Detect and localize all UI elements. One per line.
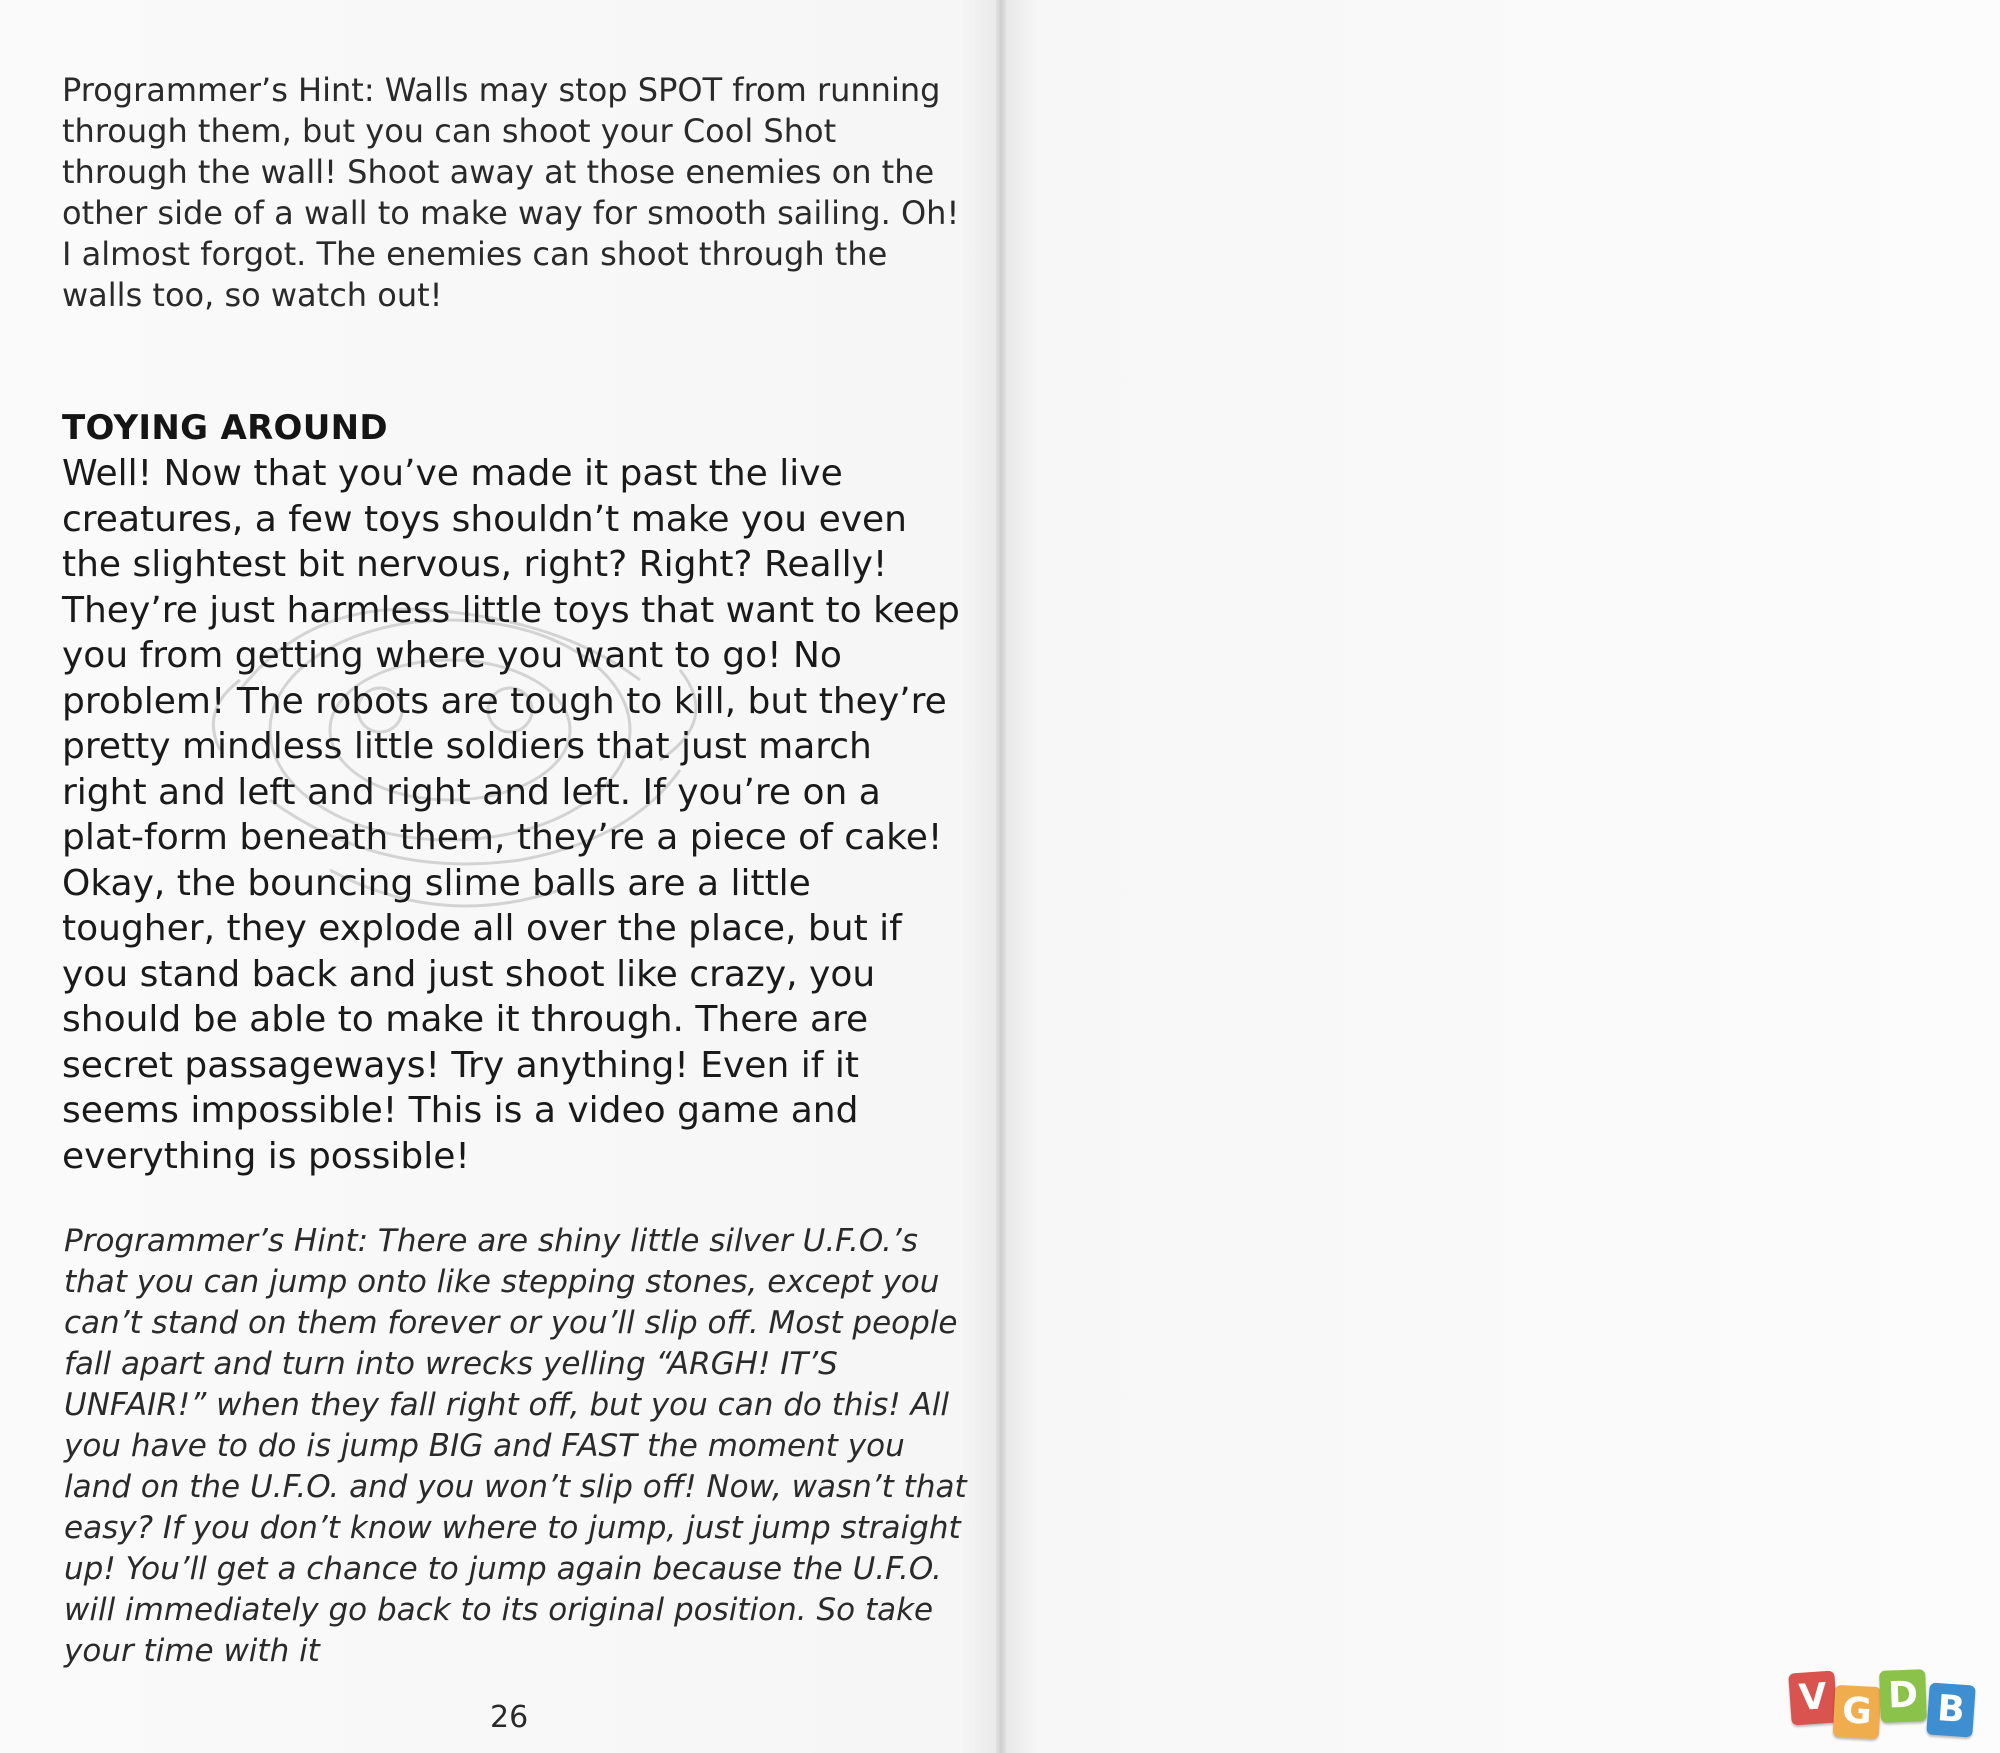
toying-around-heading: TOYING AROUND (62, 408, 388, 448)
page-number-left: 26 (490, 1700, 529, 1735)
logo-tile-b: B (1926, 1682, 1976, 1737)
hint-walls-text: Programmer’s Hint: Walls may stop SPOT from running through them, but you can shoot your Cool Shot through the wall! Shoot away at those enemies on the other side of a wall to make way for smooth sailing. Oh! I almost forgot. The enemies can shoot through the walls too, so watch out! (62, 71, 960, 314)
logo-tile-g: G (1833, 1685, 1882, 1739)
book-spine (996, 0, 1006, 1753)
toying-around-text: Well! Now that you’ve made it past the live creatures, a few toys shouldn’t make you even the slightest bit nervous, right? Right? Really! They’re just harmless little toys that want to keep you from getting where you want to go! No problem! The robots are tough to kill, but they’re pretty mindless little soldiers that just march right and left and right and left. If you’re on a plat-form beneath them, they’re a piece of cake! Okay, the bouncing slime balls are a little tougher, they explode all over the place, but if you stand back and just shoot like crazy, you should be able to make it through. There are secret passageways! Try anything! Even if it seems impossible! This is a video game and everything is possible! (62, 453, 960, 1177)
right-page (1000, 0, 2000, 1753)
vgdb-logo (1790, 1668, 1990, 1748)
logo-tile-d: D (1879, 1669, 1927, 1723)
hint-ufo-text: Programmer’s Hint: There are shiny little silver U.F.O.’s that you can jump onto like stepping stones, except you can’t stand on them forever or you’ll slip off. Most people fall apart and turn into wrecks yelling “ARGH! IT’S UNFAIR!” when they fall right off, but you can do this! All you have to do is jump BIG and FAST the moment you land on the U.F.O. and you won’t slip off! Now, wasn’t that easy? If you don’t know where to jump, just jump straight up! You’ll get a chance to jump again because the U.F.O. will immediately go back to its original position. So take your time with it (64, 1223, 967, 1669)
logo-tile-v: V (1788, 1670, 1838, 1725)
